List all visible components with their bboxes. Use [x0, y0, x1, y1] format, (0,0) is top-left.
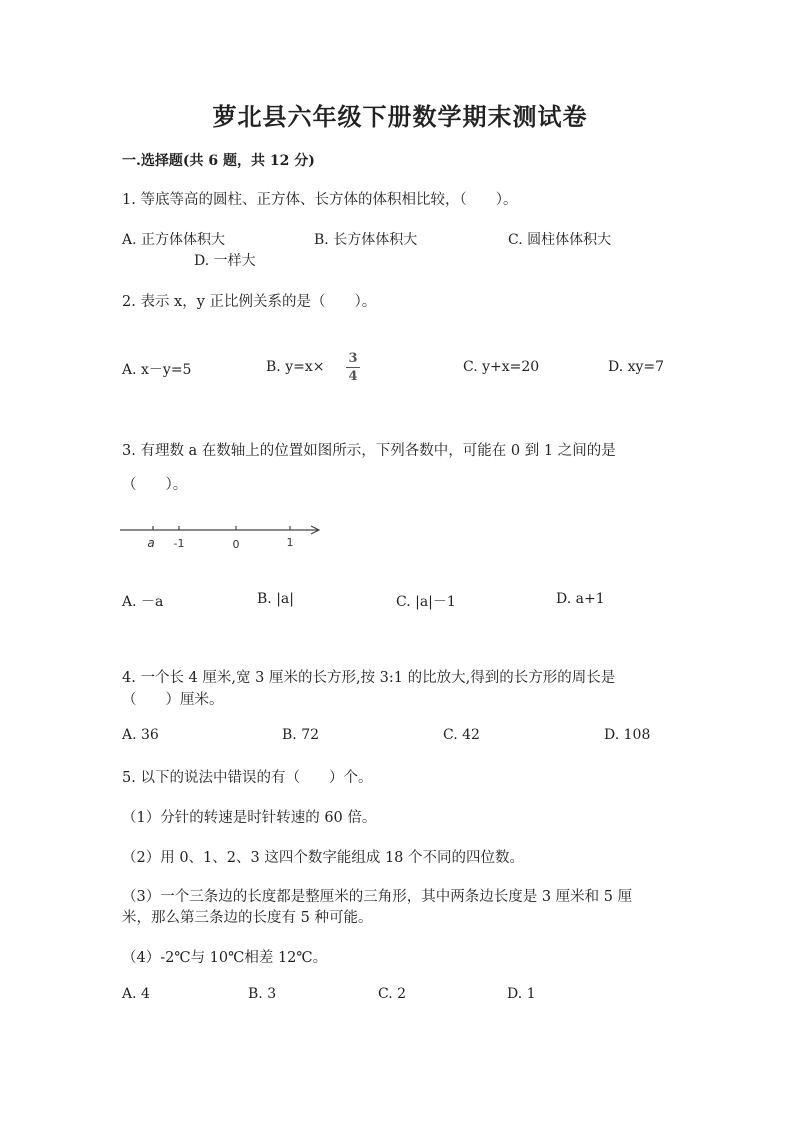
- q5-option-b: B. 3: [248, 986, 277, 1002]
- q4-option-a: A. 36: [122, 727, 159, 743]
- q1-option-b: B. 长方体体积大: [314, 232, 418, 248]
- label-a: a: [147, 536, 155, 550]
- label-one: 1: [286, 536, 294, 549]
- section-heading: 一.选择题(共 6 题，共 12 分): [122, 153, 315, 169]
- q3-option-b: B. |a|: [257, 591, 294, 607]
- question-1-text: 1. 等底等高的圆柱、正方体、长方体的体积相比较，（ ）。: [122, 192, 518, 208]
- q3-option-d: D. a+1: [556, 591, 605, 607]
- page-title: 萝北县六年级下册数学期末测试卷: [212, 102, 588, 131]
- q3-option-a: A. －a: [122, 594, 164, 610]
- question-4-line1: 4. 一个长 4 厘米,宽 3 厘米的长方形,按 3:1 的比放大,得到的长方形的周长是: [122, 670, 616, 686]
- q2-option-a: A. x－y=5: [122, 362, 192, 378]
- q2-option-b: B. y=x×: [266, 359, 325, 375]
- q5-statement-1: （1）分针的转速是时针转速的 60 倍。: [122, 810, 377, 826]
- q4-option-d: D. 108: [604, 727, 651, 743]
- q5-statement-3-line1: （3）一个三条边的长度都是整厘米的三角形，其中两条边长度是 3 厘米和 5 厘: [122, 889, 633, 905]
- fraction-three-quarters: [346, 351, 360, 384]
- label-zero: 0: [232, 538, 240, 551]
- q5-option-d: D. 1: [507, 986, 536, 1002]
- fraction-numerator: 3: [348, 351, 358, 366]
- q5-statement-4: （4）-2℃与 10℃相差 12℃。: [122, 950, 328, 966]
- number-line-figure: [118, 520, 328, 554]
- q1-option-d: D. 一样大: [194, 253, 256, 269]
- q1-option-c: C. 圆柱体体积大: [508, 232, 612, 248]
- q5-statement-2: （2）用 0、1、2、3 这四个数字能组成 18 个不同的四位数。: [122, 850, 525, 866]
- fraction-bar: [346, 367, 360, 368]
- question-5-text: 5. 以下的说法中错误的有（ ）个。: [122, 770, 373, 786]
- q4-option-b: B. 72: [282, 727, 320, 743]
- question-3-line1: 3. 有理数 a 在数轴上的位置如图所示，下列各数中，可能在 0 到 1 之间的是: [122, 443, 616, 459]
- q3-option-c: C. |a|－1: [396, 594, 456, 610]
- fraction-denominator: 4: [348, 369, 358, 384]
- q5-option-c: C. 2: [378, 986, 407, 1002]
- q1-option-a: A. 正方体体积大: [122, 232, 226, 248]
- q2-option-c: C. y+x=20: [463, 359, 540, 375]
- question-2-text: 2. 表示 x，y 正比例关系的是（ ）。: [122, 294, 377, 310]
- q4-option-c: C. 42: [443, 727, 480, 743]
- q2-option-d: D. xy=7: [608, 359, 665, 375]
- q5-option-a: A. 4: [122, 986, 150, 1002]
- label-minus-one: -1: [173, 537, 185, 550]
- question-3-line2: （ ）。: [122, 477, 188, 493]
- question-4-line2: （ ）厘米。: [122, 692, 224, 708]
- q5-statement-3-line2: 米，那么第三条边的长度有 5 种可能。: [122, 910, 373, 926]
